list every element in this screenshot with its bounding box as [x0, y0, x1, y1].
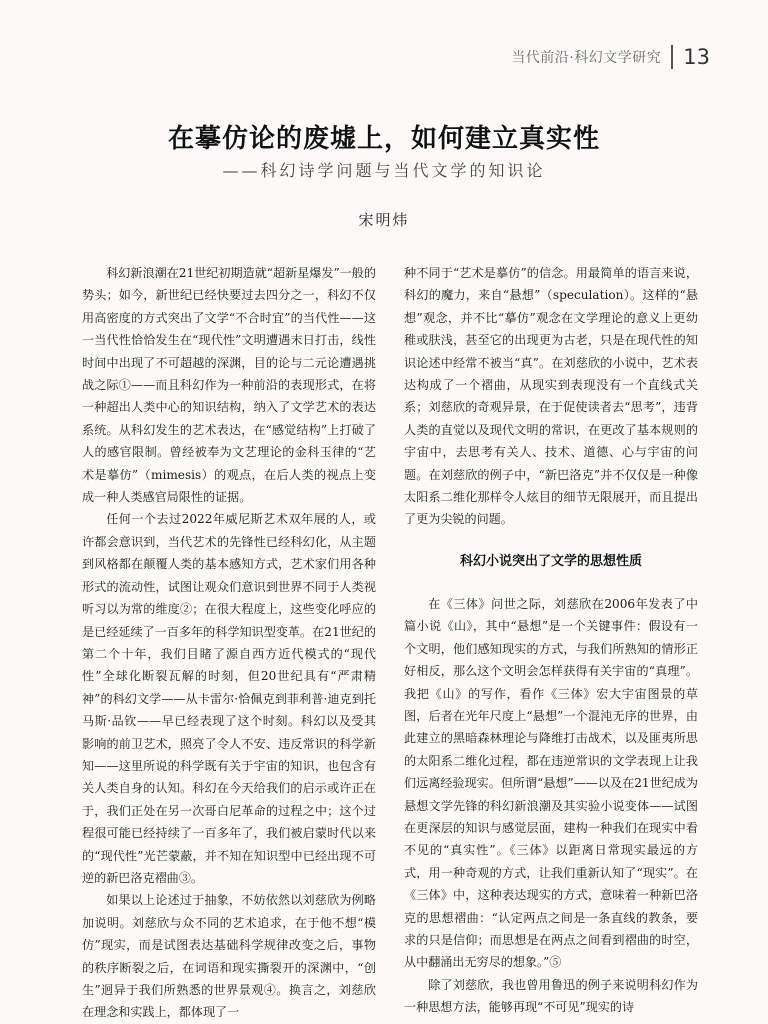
page-number: 13 — [683, 45, 710, 69]
right-column — [404, 262, 698, 1019]
article-title: 在摹仿论的废墟上，如何建立真实性 — [167, 124, 600, 154]
header-divider — [671, 45, 673, 69]
section-title: 当代前沿·科幻文学研究 — [511, 50, 662, 66]
body-paragraph: 在《三体》问世之际，刘慈欣在2006年发表了中篇小说《山》，其中“悬想”是一个关键事件：假设有一个文明，他们感知现实的方式，与我们所熟知的情形正好相反，那么这个文明会怎样获得有关宇宙的“真理”。我把《山》的写作，看作《三体》宏大宇宙图景的草图，后者在光年尺度上“悬想”一个混沌无序的世界，由此建立的黑暗森林理论与降维打击战术，以及匪夷所思的太阳系二维化过程，都在违逆常识的文学表现上让我们远离经验现实。但所谓“悬想”——以及在21世纪成为悬想文学先锋的科幻新浪潮及其实验小说变体——试图在更深层的知识与感觉层面，建构一种我们在现实中看不见的“真实性”。《三体》以距离日常现实最远的方式，用一种奇观的方式，让我们重新认知了“现实”。在《三体》中，这种表达现实的方式，意味着一种新巴洛克的思想褶曲：“认定两点之间是一条直线的教条，要求的只是信仰；而思想是在两点之间看到褶曲的时空，从中翻涌出无穷尽的想象。”⑤ — [404, 596, 698, 970]
article-author: 宋明炜 — [358, 211, 410, 229]
article-subtitle: ——科幻诗学问题与当代文学的知识论 — [222, 161, 546, 180]
body-paragraph: 任何一个去过2022年威尼斯艺术双年展的人，或许都会意识到，当代艺术的先锋性已经科幻化，从主题到风格都在颠覆人类的基本感知方式，艺术家们用各种形式的流动性，试图让观众们意识到世界不同于人类视听习以为常的维度②；在很大程度上，这些变化呼应的是已经延续了一百多年的科学知识型变革。在21世纪的第二个十年，我们目睹了源自西方近代模式的“现代性”全球化断裂瓦解的时刻，但20世纪具有“严肃精神”的科幻文学——从卡雷尔·恰佩克到菲利普·迪克到托马斯·品钦——早已经表现了这个时刻。科幻以及受其影响的前卫艺术，照亮了令人不安、违反常识的科学新知——这里所说的科学既有关于宇宙的知识，也包含有关人类自身的认知。科幻在今天给我们的启示或许正在于，我们正处在另一次哥白尼革命的过程之中；这个过程很可能已经持续了一百多年了，我们被启蒙时代以来的“现代性”光芒蒙蔽，并不知在知识型中已经出现不可逆的新巴洛克褶曲③。 — [82, 512, 376, 885]
body-paragraph: 科幻新浪潮在21世纪初期造就“超新星爆发”一般的势头；如今，新世纪已经快要过去四分之一，科幻不仅用高密度的方式突出了文学“不合时宜”的当代性——这一当代性恰恰发生在“现代性”文明遭遇末日打击，线性时间中出现了不可超越的深渊，目的论与二元论遭遇挑战之际①——而且科幻作为一种前沿的表现形式，在将一种超出人类中心的知识结构，纳入了文学艺术的表达系统。从科幻发生的艺术表达，在“感觉结构”上打破了人的感官限制。曾经被奉为文艺理论的金科玉律的“艺术是摹仿”（mimesis）的观点，在后人类的视点上变成一种人类感官局限性的证据。 — [82, 266, 376, 505]
running-header — [511, 44, 710, 70]
body-paragraph: 种不同于“艺术是摹仿”的信念。用最简单的语言来说，科幻的魔力，来自“悬想”（speculation）。这样的“悬想”观念，并不比“摹仿”观念在文学理论的意义上更幼稚或肤浅，甚至它的出现更为古老，只是在现代性的知识论述中经常不被当“真”。在刘慈欣的小说中，艺术表达构成了一个褶曲，从现实到表现没有一个直线式关系；刘慈欣的奇观异景，在于促使读者去“思考”，违背人类的直觉以及现代文明的常识，在更改了基本规则的宇宙中，去思考有关人、技术、道德、心与宇宙的问题。在刘慈欣的例子中，“新巴洛克”并不仅仅是一种像太阳系二维化那样令人炫目的细节无限展开，而且提出了更为尖锐的问题。 — [404, 266, 698, 527]
section-heading: 科幻小说突出了文学的思想性质 — [459, 553, 642, 569]
body-paragraph: 如果以上论述过于抽象，不妨依然以刘慈欣为例略加说明。刘慈欣与众不同的艺术追求，在于他不想“模仿”现实，而是试图表达基础科学规律改变之后，事物的秩序断裂之后，在词语和现实撕裂开的深渊中，“创生”迥异于我们所熟悉的世界景观④。换言之，刘慈欣在理念和实践上，都体现了一 — [82, 893, 376, 1020]
left-column — [82, 262, 376, 1024]
body-paragraph: 除了刘慈欣，我也曾用鲁迅的例子来说明科幻作为一种思想方法，能够再现“不可见”现实的诗 — [404, 977, 698, 1015]
